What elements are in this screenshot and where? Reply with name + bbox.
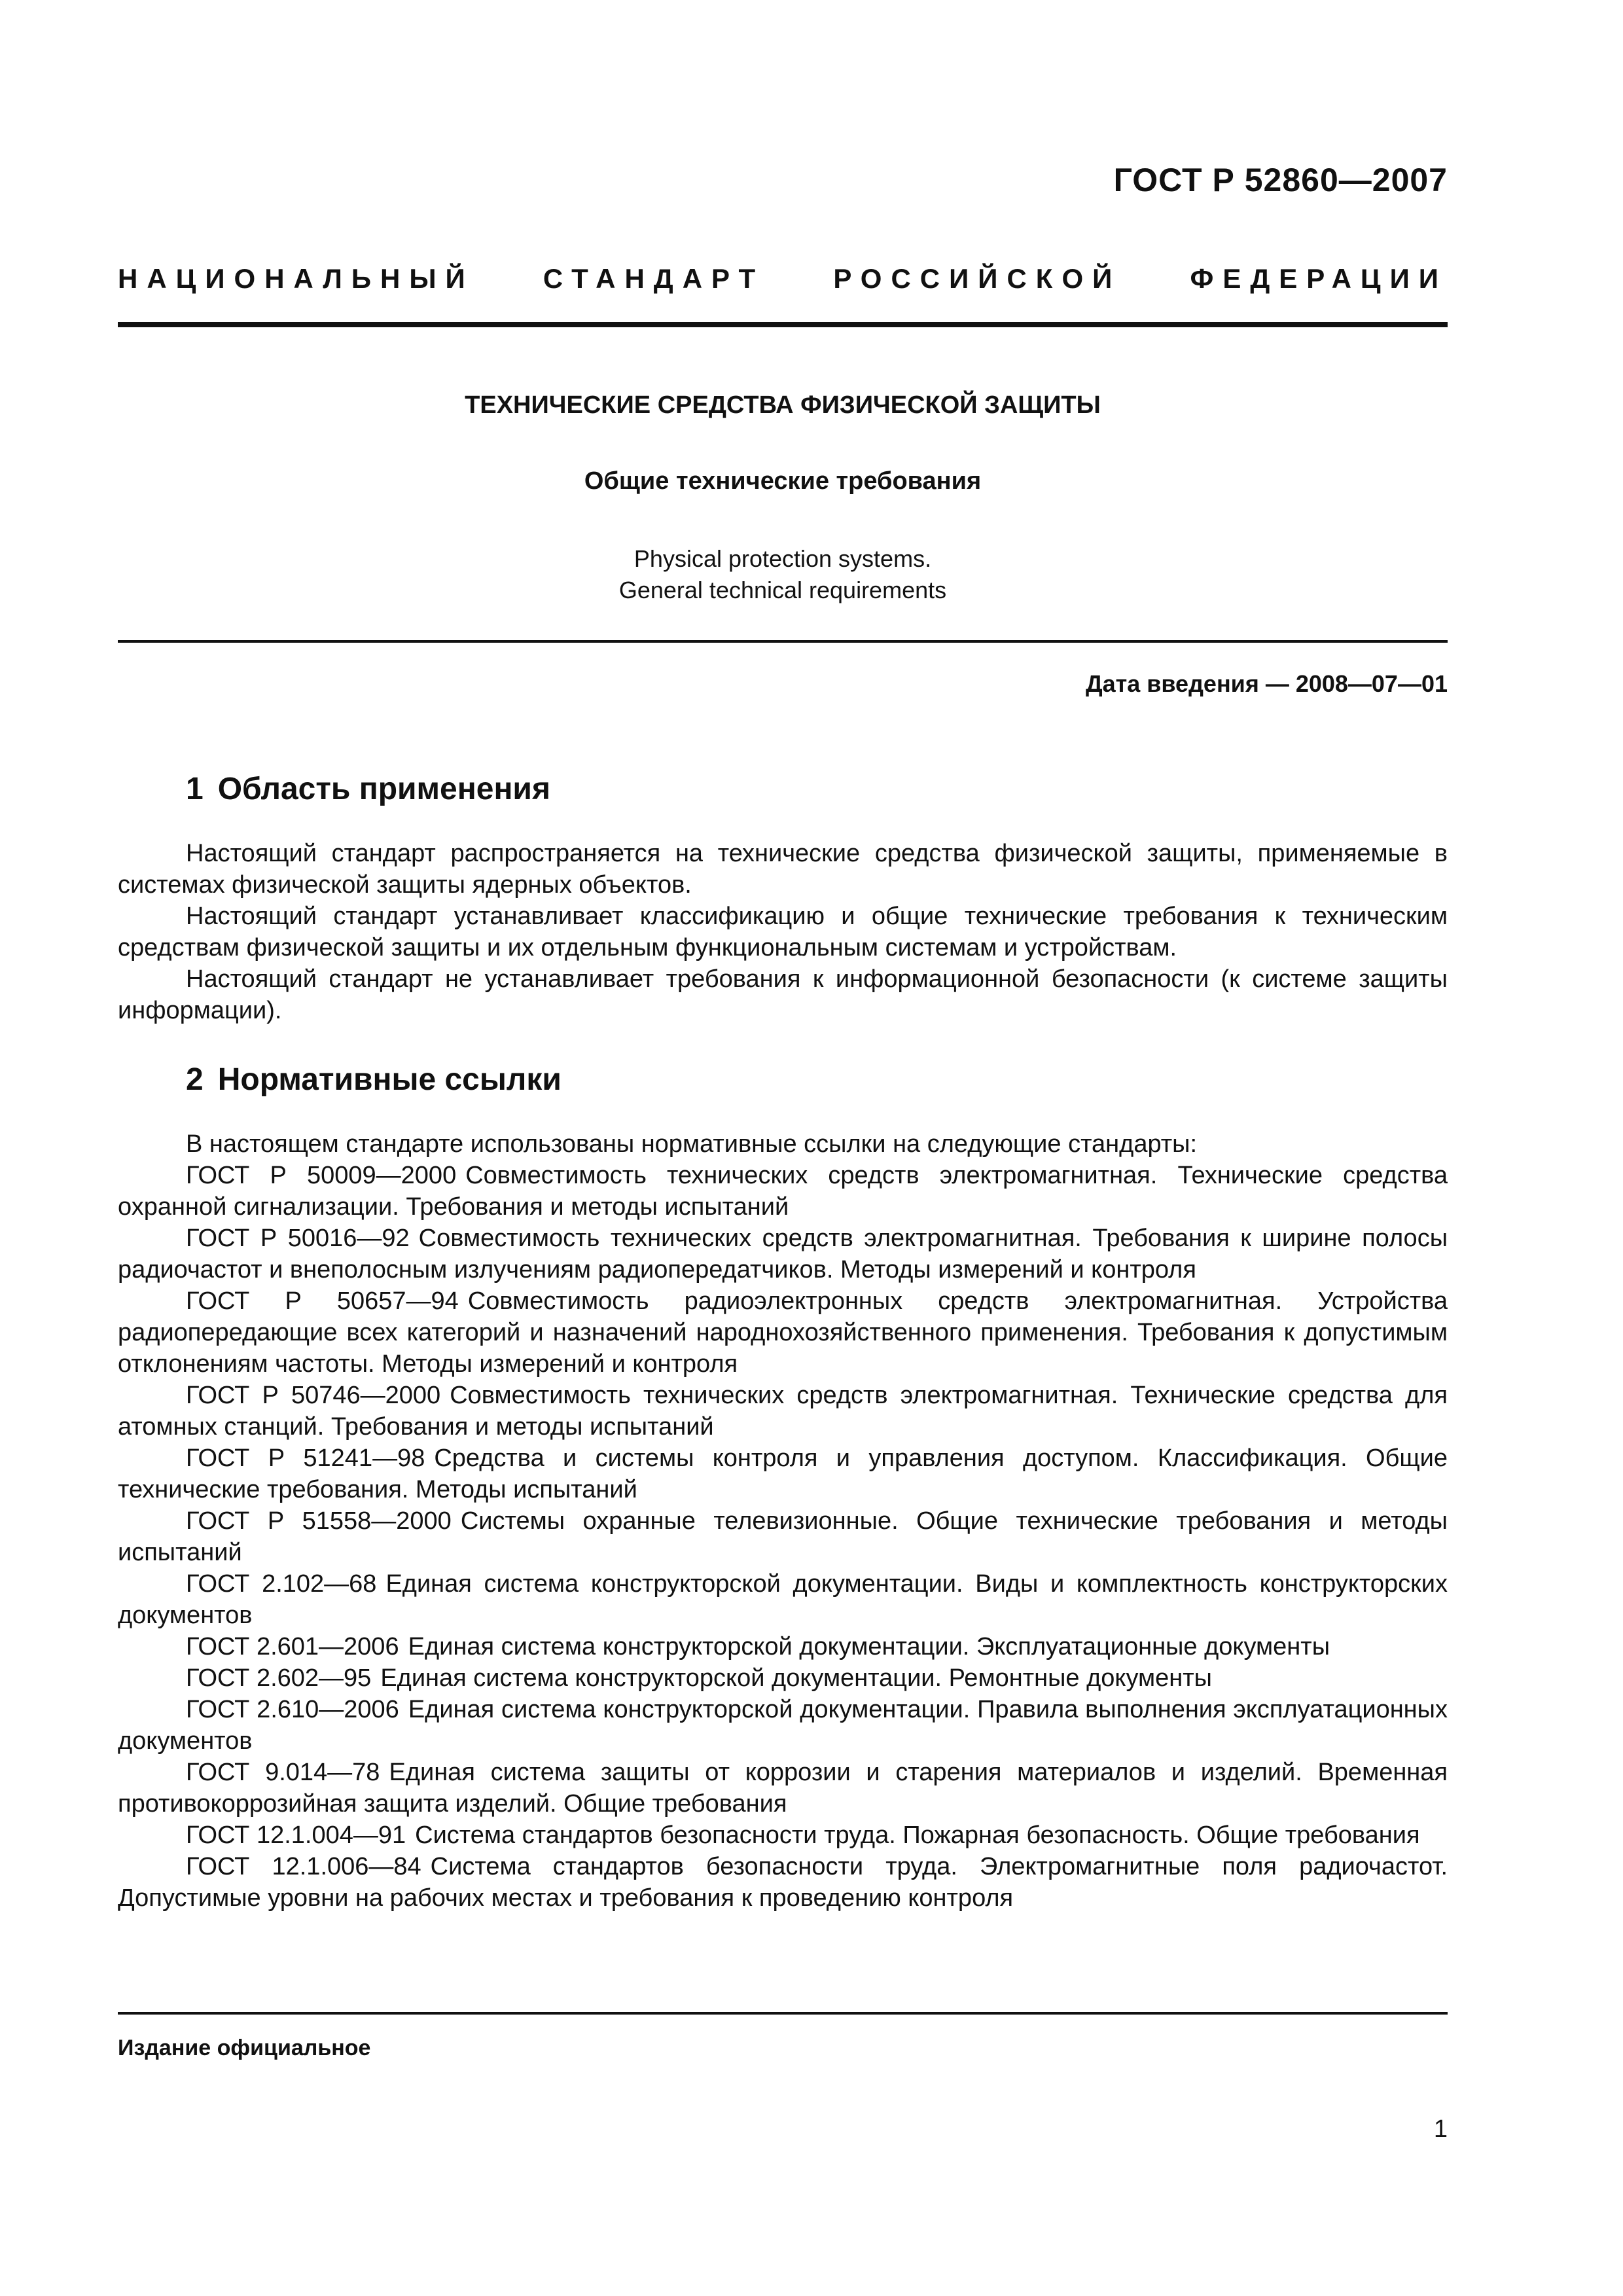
reference-text: Совместимость технических средств электромагнитная. Технические средства для атомных станций. Требования и методы испытаний xyxy=(118,1382,1448,1441)
section-number: 2 xyxy=(186,1062,204,1097)
reference-item xyxy=(118,1757,1448,1820)
reference-item xyxy=(118,1160,1448,1223)
english-title-line: Physical protection systems. xyxy=(633,545,932,572)
reference-text: Единая система защиты от коррозии и старения материалов и изделий. Временная противокоррозийная защита изделий. Общие требования xyxy=(118,1759,1448,1818)
reference-item xyxy=(118,1285,1448,1380)
paragraph: Настоящий стандарт устанавливает классификацию и общие технические требования к техническим средствам физической защиты и их отдельным функциональным системам и устройствам. xyxy=(118,903,1448,961)
english-title xyxy=(118,543,1448,606)
reference-code: ГОСТ Р 50746—2000 xyxy=(186,1382,441,1409)
reference-code: ГОСТ 9.014—78 xyxy=(186,1759,380,1786)
reference-text: Совместимость технических средств электромагнитная. Технические средства охранной сигнализации. Требования и методы испытаний xyxy=(118,1162,1448,1221)
reference-text: Совместимость радиоэлектронных средств электромагнитная. Устройства радиопередающие всех категорий и назначений народнохозяйственного применения. Требования к допустимым отклонениям частоты. Методы измерений и контроля xyxy=(118,1287,1448,1378)
reference-text: Единая система конструкторской документации. Эксплуатационные документы xyxy=(408,1633,1330,1660)
document-title: ТЕХНИЧЕСКИЕ СРЕДСТВА ФИЗИЧЕСКОЙ ЗАЩИТЫ xyxy=(465,391,1101,419)
reference-code: ГОСТ 12.1.004—91 xyxy=(186,1821,406,1849)
reference-text: Единая система конструкторской документации. Ремонтные документы xyxy=(380,1664,1212,1692)
reference-code: ГОСТ 2.601—2006 xyxy=(186,1633,399,1660)
section-heading-scope xyxy=(186,771,550,807)
reference-item xyxy=(118,1505,1448,1568)
national-standard-title xyxy=(118,263,1448,295)
standard-code: ГОСТ Р 52860—2007 xyxy=(1113,162,1448,198)
reference-item xyxy=(118,1380,1448,1443)
reference-text: Система стандартов безопасности труда. Пожарная безопасность. Общие требования xyxy=(415,1821,1420,1849)
national-word: РОССИЙСКОЙ xyxy=(833,263,1122,294)
reference-text: Единая система конструкторской документации. Правила выполнения эксплуатационных документов xyxy=(118,1696,1448,1755)
reference-code: ГОСТ 12.1.006—84 xyxy=(186,1853,421,1880)
reference-item xyxy=(118,1223,1448,1285)
reference-code: ГОСТ 2.102—68 xyxy=(186,1570,377,1598)
reference-item xyxy=(118,1851,1448,1914)
national-word: НАЦИОНАЛЬНЫЙ xyxy=(118,263,474,294)
reference-code: ГОСТ Р 50009—2000 xyxy=(186,1162,457,1189)
section-title: Нормативные ссылки xyxy=(217,1062,562,1097)
edition-label: Издание официальное xyxy=(118,2036,371,2060)
paragraph: Настоящий стандарт не устанавливает требования к информационной безопасности (к системе защиты информации). xyxy=(118,965,1448,1024)
header-divider xyxy=(118,322,1448,327)
reference-item xyxy=(118,1568,1448,1631)
reference-text: Средства и системы контроля и управления доступом. Классификация. Общие технические требования. Методы испытаний xyxy=(118,1444,1448,1503)
reference-code: ГОСТ Р 51558—2000 xyxy=(186,1507,452,1535)
section-number: 1 xyxy=(186,772,204,806)
national-word: СТАНДАРТ xyxy=(543,263,765,294)
reference-code: ГОСТ Р 50016—92 xyxy=(186,1225,410,1252)
title-divider xyxy=(118,640,1448,643)
reference-text: Единая система конструкторской документации. Виды и комплектность конструкторских документов xyxy=(118,1570,1448,1629)
reference-item xyxy=(118,1662,1448,1694)
reference-code: ГОСТ 2.602—95 xyxy=(186,1664,372,1692)
reference-code: ГОСТ 2.610—2006 xyxy=(186,1696,399,1723)
section-title: Область применения xyxy=(217,772,550,806)
reference-item xyxy=(118,1443,1448,1505)
reference-item xyxy=(118,1631,1448,1662)
document-subtitle: Общие технические требования xyxy=(584,467,982,495)
reference-code: ГОСТ Р 51241—98 xyxy=(186,1444,425,1472)
references-intro: В настоящем стандарте использованы нормативные ссылки на следующие стандарты: xyxy=(186,1130,1198,1158)
national-word: ФЕДЕРАЦИИ xyxy=(1190,263,1448,294)
english-title-line: General technical requirements xyxy=(618,577,947,603)
reference-text: Система стандартов безопасности труда. Электромагнитные поля радиочастот. Допустимые уровни на рабочих местах и требования к проведению контроля xyxy=(118,1853,1448,1912)
introduction-date: Дата введения — 2008—07—01 xyxy=(1085,670,1448,697)
section-heading-references xyxy=(186,1062,562,1098)
reference-item xyxy=(118,1694,1448,1757)
references-list xyxy=(118,1128,1448,1914)
reference-item xyxy=(118,1820,1448,1851)
section-body-scope xyxy=(118,838,1448,1026)
reference-text: Совместимость технических средств электромагнитная. Требования к ширине полосы радиочастот и внеполосным излучениям радиопередатчиков. Методы измерений и контроля xyxy=(118,1225,1448,1283)
paragraph: Настоящий стандарт распространяется на технические средства физической защиты, применяемые в системах физической защиты ядерных объектов. xyxy=(118,840,1448,899)
reference-text: Системы охранные телевизионные. Общие технические требования и методы испытаний xyxy=(118,1507,1448,1566)
reference-code: ГОСТ Р 50657—94 xyxy=(186,1287,459,1315)
page-number: 1 xyxy=(1433,2115,1448,2143)
footer-divider xyxy=(118,2012,1448,2015)
